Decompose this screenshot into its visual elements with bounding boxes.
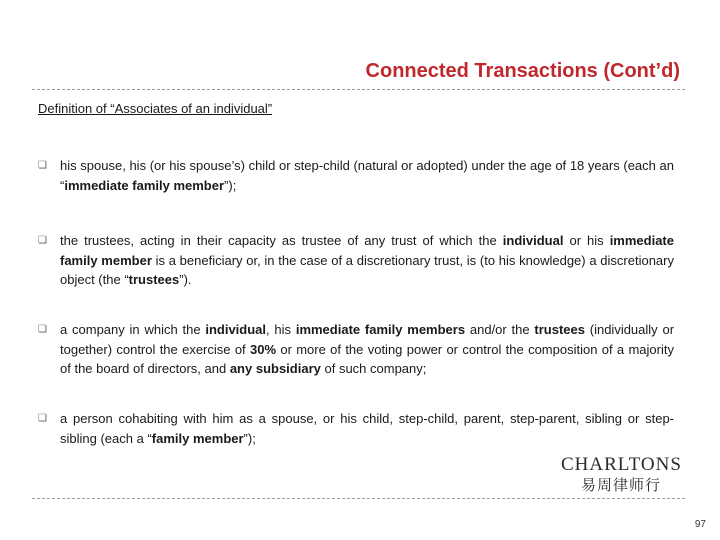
logo-name-en: CHARLTONS xyxy=(561,454,682,475)
list-item: ❏ a company in which the individual, his immediate family members and/or the trustees (individually or together) control the exercise of 30% or more of the voting power or control the composition of a majority of the board of directors, and any subsidiary of such company; xyxy=(38,322,675,376)
checkbox-square-icon: ❏ xyxy=(38,413,47,424)
charltons-logo xyxy=(561,454,681,494)
list-item: ❏ his spouse, his (or his spouse’s) child or step-child (natural or adopted) under the age of 18 years (each an “immediate family member”); xyxy=(38,158,674,193)
checkbox-square-icon: ❏ xyxy=(38,160,47,171)
page-number: 97 xyxy=(694,519,706,530)
list-item: ❏ a person cohabiting with him as a spouse, or his child, step-child, parent, step-parent, sibling or step-sibling (each a “family member”); xyxy=(38,411,674,446)
title-divider xyxy=(32,89,685,90)
footer-divider xyxy=(32,498,685,499)
checkbox-square-icon: ❏ xyxy=(38,324,47,335)
section-subtitle: Definition of “Associates of an individual” xyxy=(38,101,273,116)
logo-name-zh: 易周律师行 xyxy=(580,476,661,494)
checkbox-square-icon: ❏ xyxy=(38,235,47,246)
slide-title: Connected Transactions (Cont’d) xyxy=(365,60,680,82)
list-item: ❏ the trustees, acting in their capacity as trustee of any trust of which the individual or his immediate family member is a beneficiary or, in the case of a discretionary trust, is (to his knowledge) a discretionary object (the “trustees”). xyxy=(38,233,674,287)
